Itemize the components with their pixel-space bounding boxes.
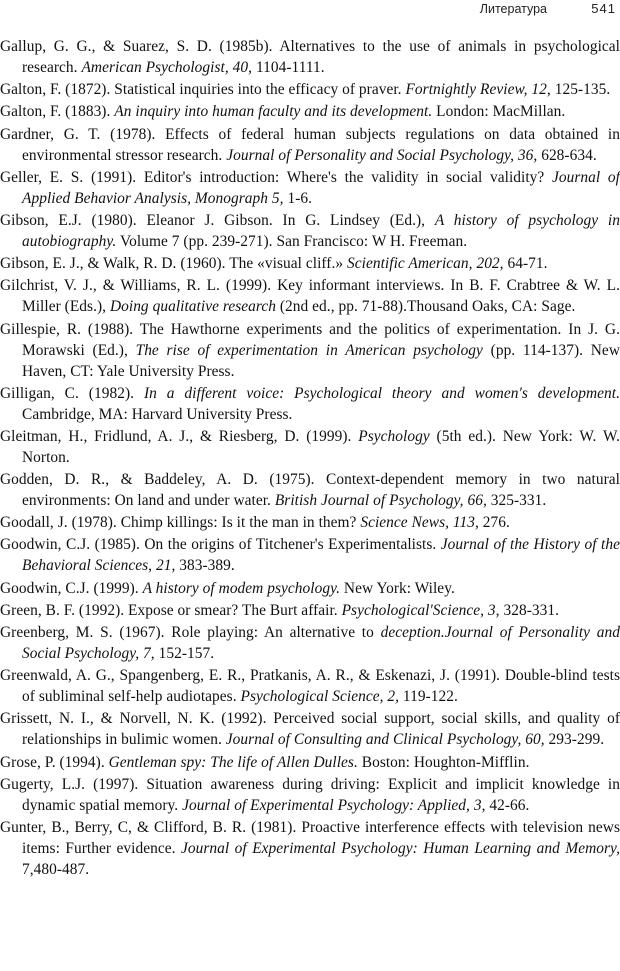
reference-entry <box>0 253 620 274</box>
reference-entry <box>0 469 620 511</box>
reference-entry <box>0 534 620 576</box>
reference-text: 276. <box>478 514 510 532</box>
reference-text: Goodall, J. (1978). Chimp killings: Is it the man in them? <box>0 514 361 532</box>
reference-entry <box>0 36 620 78</box>
reference-text: Gilchrist, V. J., & Williams, R. L. (1999). Key informant interviews. In B. F. Crabtree & W. L. Miller (Eds.), <box>0 277 620 316</box>
reference-text: New York: Wiley. <box>340 579 455 597</box>
reference-text: Boston: Houghton-Mifflin. <box>357 753 530 771</box>
reference-source: Psychological Science, 2, <box>240 688 400 706</box>
reference-text: Volume 7 (pp. 239-271). San Francisco: W H. Freeman. <box>116 232 468 250</box>
reference-source: deception.Journal of Personality and Social Psychology, 7, <box>22 624 620 662</box>
reference-source: The rise of experimentation in American psychology <box>135 341 483 359</box>
reference-text: (2nd ed., pp. 71-88).Thousand Oaks, CA: Sage. <box>275 298 576 316</box>
reference-entry <box>0 622 620 664</box>
reference-list <box>0 36 620 881</box>
reference-source: Fortnightly Review, 12, <box>405 81 551 99</box>
reference-text: Gillespie, R. (1988). The Hawthorne experiments and the politics of experimentation. In J. G. Morawski (Ed.), <box>0 320 620 359</box>
reference-text: Goodwin, C.J. (1985). On the origins of Titchener's Experimentalists. <box>0 536 441 554</box>
reference-text: Grissett, N. I., & Norvell, N. K. (1992). Perceived social support, social skills, and quality of relationships in bulimic women. <box>0 710 620 749</box>
reference-text: Gibson, E.J. (1980). Eleanor J. Gibson. In G. Lindsey (Ed.), <box>0 211 435 229</box>
reference-source: An inquiry into human faculty and its development. <box>114 103 433 121</box>
reference-text: London: MacMillan. <box>432 103 566 121</box>
reference-text: Gleitman, H., Fridlund, A. J., & Riesberg, D. (1999). <box>0 427 359 445</box>
reference-entry <box>0 275 620 317</box>
reference-entry <box>0 665 620 707</box>
reference-text: 119-122. <box>399 688 458 706</box>
reference-source: Journal of Consulting and Clinical Psychology, 60, <box>225 731 545 749</box>
reference-entry <box>0 167 620 209</box>
reference-source: Psychology <box>358 427 430 445</box>
reference-text: Galton, F. (1872). Statistical inquiries into the efficacy of praver. <box>0 81 406 99</box>
reference-text: Grose, P. (1994). <box>0 753 109 771</box>
reference-source: Psychological'Science, 3, <box>341 601 500 619</box>
page-header <box>0 0 620 24</box>
reference-entry <box>0 817 620 880</box>
reference-source: Journal of Personality and Social Psychology, 36, <box>226 146 538 164</box>
reference-entry <box>0 210 620 252</box>
reference-text: Greenberg, M. S. (1967). Role playing: An alternative to <box>0 624 381 641</box>
reference-entry <box>0 752 620 773</box>
reference-text: Galton, F. (1883). <box>0 103 115 121</box>
reference-source: Science News, 113, <box>360 514 479 532</box>
reference-entry <box>0 774 620 816</box>
reference-source: Journal of Experimental Psychology: Human Learning and Memory, <box>180 839 620 857</box>
reference-text: Gugerty, L.J. (1997). Situation awareness during driving: Explicit and implicit knowledge in dynamic spatial memory. <box>0 775 620 814</box>
reference-text: Gilligan, C. (1982). <box>0 384 144 402</box>
reference-text: Cambridge, MA: Harvard University Press. <box>22 405 293 423</box>
reference-entry <box>0 319 620 382</box>
reference-source: Gentleman spy: The life of Allen Dulles. <box>108 753 358 771</box>
reference-entry <box>0 708 620 750</box>
reference-text: Gardner, G. T. (1978). Effects of federal human subjects regulations on data obtained in environmental stressor research. <box>0 125 620 164</box>
reference-text: 325-331. <box>486 492 547 510</box>
reference-text: 628-634. <box>537 146 597 164</box>
reference-source: Journal of the History of the Behavioral Sciences, 21, <box>22 536 620 575</box>
reference-text: 64-71. <box>503 255 548 273</box>
reference-text: (5th ed.). New York: W. W. Norton. <box>22 427 620 466</box>
reference-entry <box>0 79 620 100</box>
reference-text: (pp. 114-137). New Haven, CT: Yale University Press. <box>22 341 620 380</box>
reference-source: Journal of Applied Behavior Analysis, Monograph 5, <box>22 168 620 207</box>
reference-text: 152-157. <box>154 645 215 662</box>
reference-text: 125-135. <box>550 81 611 99</box>
reference-source: American Psychologist, 40, <box>81 59 253 76</box>
reference-entry <box>0 578 620 599</box>
reference-entry <box>0 426 620 468</box>
reference-text: Goodwin, C.J. (1999). <box>0 579 143 597</box>
reference-entry <box>0 383 620 425</box>
reference-text: Geller, E. S. (1991). Editor's introduction: Where's the validity in social validity? <box>0 168 552 186</box>
reference-entry <box>0 124 620 166</box>
reference-text: Godden, D. R., & Baddeley, A. D. (1975). Context-dependent memory in two natural environments: On land and under water. <box>0 471 620 510</box>
reference-source: Doing qualitative research <box>109 298 276 316</box>
reference-text: Gibson, E. J., & Walk, R. D. (1960). The «visual cliff.» <box>0 255 348 273</box>
reference-source: Journal of Experimental Psychology: Applied, 3, <box>182 796 486 814</box>
reference-text: 1-6. <box>283 189 313 207</box>
reference-text: 42-66. <box>485 796 530 814</box>
reference-entry <box>0 101 620 122</box>
reference-source: British Journal of Psychology, 66, <box>274 492 487 510</box>
reference-text: 1104-1111. <box>252 59 325 76</box>
reference-text: 328-331. <box>499 601 560 619</box>
reference-source: In a different voice: Psychological theory and women's development. <box>143 384 620 402</box>
reference-text: Gallup, G. G., & Suarez, S. D. (1985b). Alternatives to the use of animals in psychological research. <box>0 38 620 76</box>
reference-text: 383-389. <box>175 557 235 575</box>
reference-source: A history of psychology in autobiography. <box>22 211 620 250</box>
reference-source: Scientific American, 202, <box>347 255 504 273</box>
page-number: 541 <box>591 1 616 16</box>
reference-entry <box>0 512 620 533</box>
reference-source: A history of modem psychology. <box>142 579 341 597</box>
reference-text: Greenwald, A. G., Spangenberg, E. R., Pratkanis, A. R., & Eskenazi, J. (1991). Double-blind tests of subliminal self-help audiotapes. <box>0 667 620 706</box>
reference-text: 7,480-487. <box>22 860 90 878</box>
reference-text: Gunter, B., Berry, C, & Clifford, B. R. (1981). Proactive interference effects with television news items: Further evidence. <box>0 818 620 857</box>
reference-entry <box>0 600 620 621</box>
reference-text: 293-299. <box>544 731 605 749</box>
reference-text: Green, B. F. (1992). Expose or smear? The Burt affair. <box>0 601 342 619</box>
running-head: Литература <box>479 2 547 16</box>
